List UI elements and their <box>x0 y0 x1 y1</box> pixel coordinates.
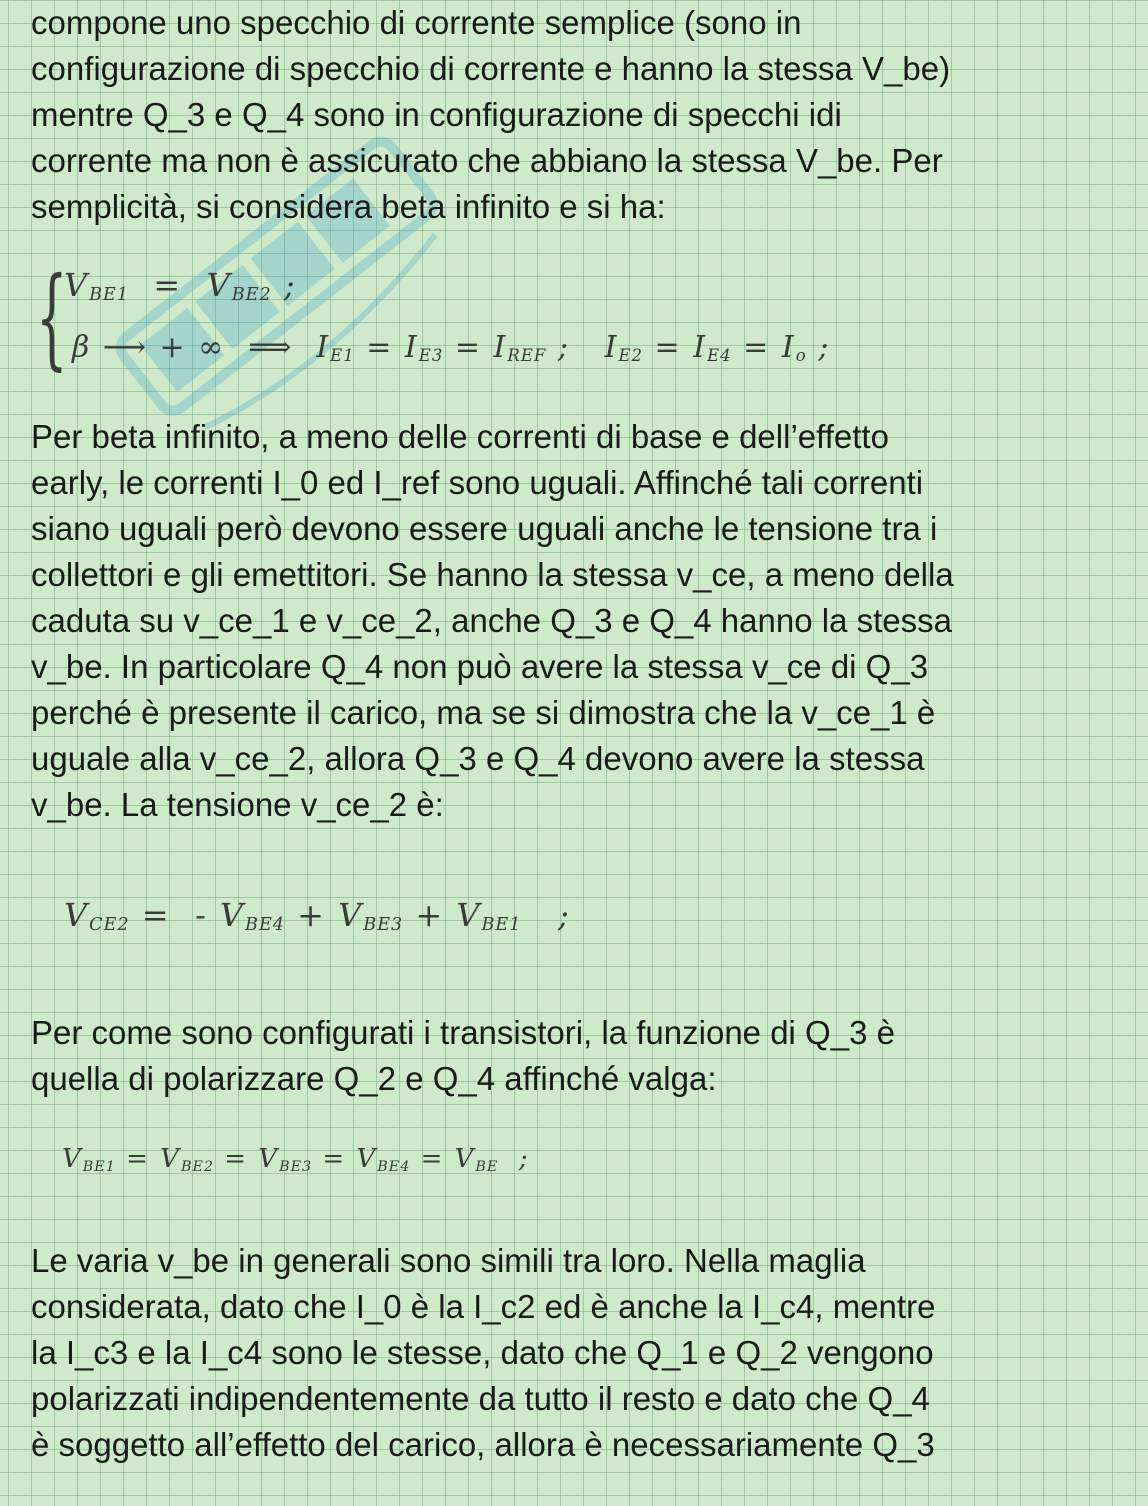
text-line: compone uno specchio di corrente semplice (sono in <box>31 4 802 41</box>
system-brace: { <box>36 253 68 381</box>
text-line: perché è presente il carico, ma se si dimostra che la v_ce_1 è <box>31 694 936 731</box>
text-line: v_be. In particolare Q_4 non può avere la stessa v_ce di Q_3 <box>31 648 929 685</box>
text-line: semplicità, si considera beta infinito e si ha: <box>31 188 666 225</box>
text-line: Le varia v_be in generali sono simili tra loro. Nella maglia <box>31 1242 866 1279</box>
text-line: Per beta infinito, a meno delle correnti di base e dell’effetto <box>31 418 889 455</box>
text-line: è soggetto all’effetto del carico, allora è necessariamente Q_3 <box>31 1426 935 1463</box>
text-line: considerata, dato che I_0 è la I_c2 ed è anche la I_c4, mentre <box>31 1288 936 1325</box>
paragraph-1 <box>31 0 1131 230</box>
paragraph-3 <box>31 1010 1131 1102</box>
text-line: configurazione di specchio di corrente e hanno la stessa V_be) <box>31 50 951 87</box>
handwritten-equation-vbe-chain: $V_{BE1} = V_{BE2} = V_{BE3} = V_{BE4} = V_{BE}$ ; <box>62 1144 530 1175</box>
handwritten-equation-vbe: $V_{BE1} = V_{BE2}$ ; <box>64 266 297 305</box>
text-line: la I_c3 e la I_c4 sono le stesse, dato che Q_1 e Q_2 vengono <box>31 1334 934 1371</box>
paragraph-2 <box>31 414 1131 828</box>
text-line: mentre Q_3 e Q_4 sono in configurazione di specchi idi <box>31 96 842 133</box>
text-line: polarizzati indipendentemente da tutto il resto e dato che Q_4 <box>31 1380 930 1417</box>
text-line: uguale alla v_ce_2, allora Q_3 e Q_4 devono avere la stessa <box>31 740 925 777</box>
text-line: caduta su v_ce_1 e v_ce_2, anche Q_3 e Q_4 hanno la stessa <box>31 602 952 639</box>
handwritten-equation-vce2: $V_{CE2}$ = - $V_{BE4} + V_{BE3} + V_{BE1}$ ; <box>64 896 571 935</box>
text-line: v_be. La tensione v_ce_2 è: <box>31 786 444 823</box>
paragraph-4 <box>31 1238 1131 1468</box>
text-line: siano uguali però devono essere uguali anche le tensione tra i <box>31 510 938 547</box>
text-line: Per come sono configurati i transistori, la funzione di Q_3 è <box>31 1014 895 1051</box>
text-line: collettori e gli emettitori. Se hanno la stessa v_ce, a meno della <box>31 556 954 593</box>
text-line: corrente ma non è assicurato che abbiano la stessa V_be. Per <box>31 142 943 179</box>
handwritten-equation-currents: β ⟶ + ∞ ⟹ $I_{E1} = I_{E3} = I_{REF}$ ; $I_{E2} = I_{E4} = I_o$ ; <box>72 330 831 365</box>
text-line: quella di polarizzare Q_2 e Q_4 affinché valga: <box>31 1060 717 1097</box>
text-line: early, le correnti I_0 ed I_ref sono uguali. Affinché tali correnti <box>31 464 924 501</box>
